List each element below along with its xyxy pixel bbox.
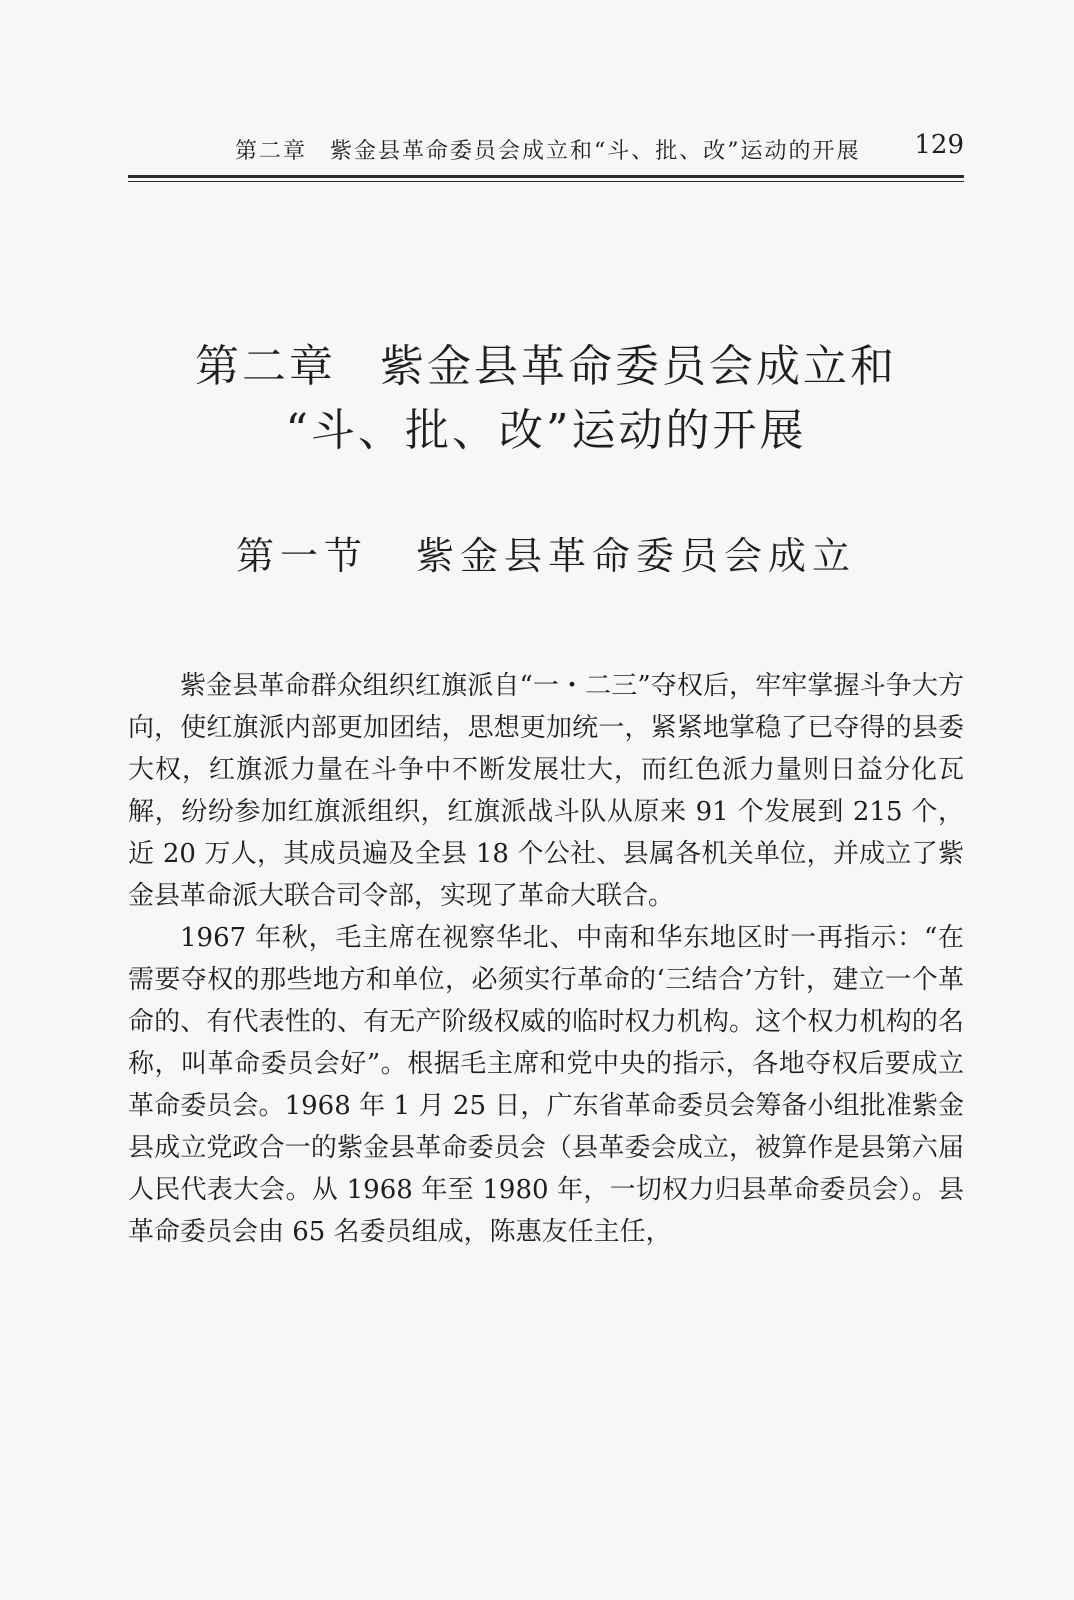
chapter-number: 第二章: [195, 341, 336, 392]
paragraph: 1967 年秋，毛主席在视察华北、中南和华东地区时一再指示：“在需要夺权的那些地方和单位，必须实行革命的‘三结合’方针，建立一个革命的、有代表性的、有无产阶级权威的临时权力机构。这个权力机构的名称，叫革命委员会好”。根据毛主席和党中央的指示，各地夺权后要成立革命委员会。1968 年 1 月 25 日，广东省革命委员会筹备小组批准紫金县成立党政合一的紫金县革命委员会（县革委会成立，被算作是县第六届人民代表大会。从 1968 年至 1980 年，一切权力归县革命委员会）。县革命委员会由 65 名委员组成，陈惠友任主任，: [128, 923, 964, 1247]
chapter-heading: [128, 335, 964, 463]
header-rule-thick: [128, 175, 964, 178]
header-chapter-title: 紫金县革命委员会成立和“斗、批、改”运动的开展: [330, 139, 861, 164]
page-number: 129: [914, 130, 964, 160]
chapter-title-line-1: 紫金县革命委员会成立和: [380, 341, 897, 392]
header-chapter-label: 第二章: [235, 139, 308, 164]
section-title: 紫金县革命委员会成立: [416, 534, 857, 578]
section-number: 第一节: [235, 534, 368, 578]
chapter-heading-line-1: [128, 335, 964, 399]
running-header: [128, 130, 964, 168]
header-rule-thin: [128, 181, 964, 182]
chapter-title-line-2: “斗、批、改”运动的开展: [285, 405, 807, 456]
section-heading: [128, 530, 964, 582]
paragraph: 紫金县革命群众组织红旗派自“一・二三”夺权后，牢牢掌握斗争大方向，使红旗派内部更加团结，思想更加统一，紧紧地掌稳了已夺得的县委大权，红旗派力量在斗争中不断发展壮大，而红色派力量则日益分化瓦解，纷纷参加红旗派组织，红旗派战斗队从原来 91 个发展到 215 个，近 20 万人，其成员遍及全县 18 个公社、县属各机关单位，并成立了紫金县革命派大联合司令部，实现了革命大联合。: [128, 671, 964, 911]
body-text: [128, 665, 964, 1253]
